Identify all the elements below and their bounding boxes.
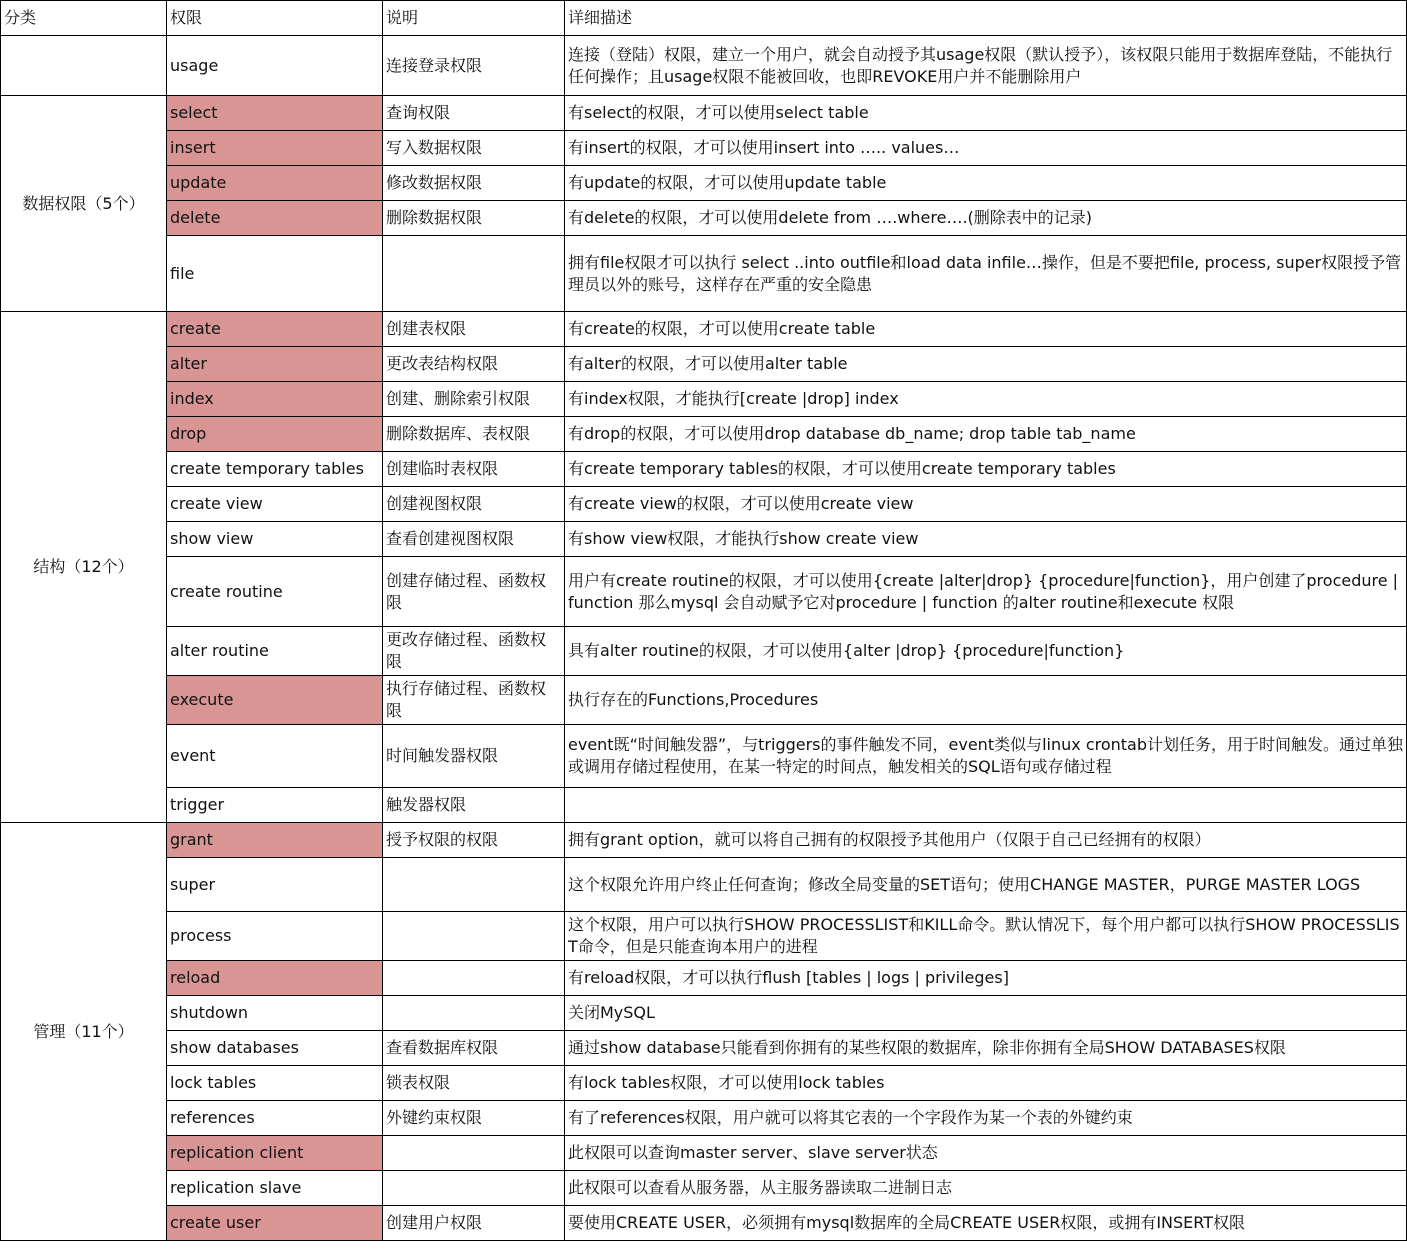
detail-cell: 有create temporary tables的权限，才可以使用create temporary tables (565, 452, 1407, 487)
detail-cell: 通过show database只能看到你拥有的某些权限的数据库，除非你拥有全局SHOW DATABASES权限 (565, 1031, 1407, 1066)
table-row (1, 96, 1407, 131)
detail-cell: 有update的权限，才可以使用update table (565, 166, 1407, 201)
table-row (1, 382, 1407, 417)
detail-cell: 拥有file权限才可以执行 select ..into outfile和load data infile…操作，但是不要把file, process, super权限授予管理员以外的账号，这样存在严重的安全隐患 (565, 236, 1407, 312)
table-row (1, 347, 1407, 382)
detail-cell: 有insert的权限，才可以使用insert into ….. values… (565, 131, 1407, 166)
table-row (1, 557, 1407, 627)
detail-cell: 这个权限，用户可以执行SHOW PROCESSLIST和KILL命令。默认情况下，每个用户都可以执行SHOW PROCESSLIST命令，但是只能查询本用户的进程 (565, 912, 1407, 961)
category-cell (1, 36, 167, 96)
description-cell: 查看数据库权限 (383, 1031, 565, 1066)
privilege-cell: alter (167, 347, 383, 382)
table-row (1, 1066, 1407, 1101)
description-cell: 授予权限的权限 (383, 823, 565, 858)
description-cell: 锁表权限 (383, 1066, 565, 1101)
description-cell: 执行存储过程、函数权限 (383, 676, 565, 725)
privilege-cell: show view (167, 522, 383, 557)
description-cell: 删除数据权限 (383, 201, 565, 236)
description-cell: 时间触发器权限 (383, 725, 565, 788)
table-row (1, 823, 1407, 858)
description-cell: 更改存储过程、函数权限 (383, 627, 565, 676)
detail-cell: 此权限可以查看从服务器，从主服务器读取二进制日志 (565, 1171, 1407, 1206)
privilege-cell: usage (167, 36, 383, 96)
detail-cell: 用户有create routine的权限，才可以使用{create |alter|drop} {procedure|function}，用户创建了procedure | function 那么mysql 会自动赋予它对procedure | function 的alter routine和execute 权限 (565, 557, 1407, 627)
table-row (1, 201, 1407, 236)
description-cell (383, 236, 565, 312)
description-cell (383, 961, 565, 996)
detail-cell: 有drop的权限，才可以使用drop database db_name; drop table tab_name (565, 417, 1407, 452)
description-cell: 创建、删除索引权限 (383, 382, 565, 417)
detail-cell: 有select的权限，才可以使用select table (565, 96, 1407, 131)
detail-cell: 有show view权限，才能执行show create view (565, 522, 1407, 557)
privilege-cell: drop (167, 417, 383, 452)
description-cell (383, 912, 565, 961)
table-row (1, 452, 1407, 487)
privilege-cell: reload (167, 961, 383, 996)
privilege-cell: delete (167, 201, 383, 236)
privilege-cell: create temporary tables (167, 452, 383, 487)
category-cell: 结构（12个） (1, 312, 167, 823)
detail-cell: 有alter的权限，才可以使用alter table (565, 347, 1407, 382)
privilege-cell: create user (167, 1206, 383, 1241)
description-cell (383, 996, 565, 1031)
description-cell: 查看创建视图权限 (383, 522, 565, 557)
table-row (1, 131, 1407, 166)
description-cell: 触发器权限 (383, 788, 565, 823)
description-cell: 创建存储过程、函数权限 (383, 557, 565, 627)
header-detail: 详细描述 (565, 1, 1407, 36)
detail-cell: 执行存在的Functions,Procedures (565, 676, 1407, 725)
privilege-cell: references (167, 1101, 383, 1136)
privilege-cell: replication client (167, 1136, 383, 1171)
privilege-cell: file (167, 236, 383, 312)
detail-cell: 要使用CREATE USER，必须拥有mysql数据库的全局CREATE USER权限，或拥有INSERT权限 (565, 1206, 1407, 1241)
table-row (1, 627, 1407, 676)
table-row (1, 1171, 1407, 1206)
description-cell: 修改数据权限 (383, 166, 565, 201)
detail-cell (565, 788, 1407, 823)
privilege-cell: alter routine (167, 627, 383, 676)
privilege-cell: shutdown (167, 996, 383, 1031)
privilege-cell: select (167, 96, 383, 131)
privilege-cell: grant (167, 823, 383, 858)
category-cell: 管理（11个） (1, 823, 167, 1241)
table-row (1, 166, 1407, 201)
detail-cell: event既“时间触发器”，与triggers的事件触发不同，event类似与linux crontab计划任务，用于时间触发。通过单独或调用存储过程使用，在某一特定的时间点，触发相关的SQL语句或存储过程 (565, 725, 1407, 788)
category-cell: 数据权限（5个） (1, 96, 167, 312)
table-row (1, 417, 1407, 452)
table-row (1, 788, 1407, 823)
header-privilege: 权限 (167, 1, 383, 36)
header-row (1, 1, 1407, 36)
table-row (1, 1136, 1407, 1171)
description-cell: 外键约束权限 (383, 1101, 565, 1136)
header-description: 说明 (383, 1, 565, 36)
description-cell: 创建表权限 (383, 312, 565, 347)
description-cell: 写入数据权限 (383, 131, 565, 166)
table-row (1, 236, 1407, 312)
privilege-cell: insert (167, 131, 383, 166)
detail-cell: 这个权限允许用户终止任何查询；修改全局变量的SET语句；使用CHANGE MASTER，PURGE MASTER LOGS (565, 858, 1407, 912)
table-row (1, 1101, 1407, 1136)
detail-cell: 此权限可以查询master server、slave server状态 (565, 1136, 1407, 1171)
detail-cell: 拥有grant option，就可以将自己拥有的权限授予其他用户（仅限于自己已经拥有的权限） (565, 823, 1407, 858)
table-row (1, 487, 1407, 522)
description-cell: 连接登录权限 (383, 36, 565, 96)
description-cell: 创建临时表权限 (383, 452, 565, 487)
privilege-cell: super (167, 858, 383, 912)
table-row (1, 961, 1407, 996)
detail-cell: 连接（登陆）权限，建立一个用户，就会自动授予其usage权限（默认授予），该权限只能用于数据库登陆，不能执行任何操作；且usage权限不能被回收，也即REVOKE用户并不能删除用户 (565, 36, 1407, 96)
description-cell (383, 858, 565, 912)
privilege-cell: show databases (167, 1031, 383, 1066)
privilege-cell: create (167, 312, 383, 347)
table-row (1, 676, 1407, 725)
table-row (1, 912, 1407, 961)
detail-cell: 有create view的权限，才可以使用create view (565, 487, 1407, 522)
table-row (1, 36, 1407, 96)
detail-cell: 有delete的权限，才可以使用delete from ….where….(删除表中的记录) (565, 201, 1407, 236)
privilege-cell: trigger (167, 788, 383, 823)
privilege-cell: create view (167, 487, 383, 522)
privilege-cell: process (167, 912, 383, 961)
description-cell (383, 1136, 565, 1171)
privilege-cell: index (167, 382, 383, 417)
privilege-cell: update (167, 166, 383, 201)
detail-cell: 有index权限，才能执行[create |drop] index (565, 382, 1407, 417)
table-row (1, 312, 1407, 347)
privilege-cell: execute (167, 676, 383, 725)
description-cell: 查询权限 (383, 96, 565, 131)
description-cell (383, 1171, 565, 1206)
description-cell: 删除数据库、表权限 (383, 417, 565, 452)
detail-cell: 关闭MySQL (565, 996, 1407, 1031)
table-row (1, 1206, 1407, 1241)
detail-cell: 有了references权限，用户就可以将其它表的一个字段作为某一个表的外键约束 (565, 1101, 1407, 1136)
description-cell: 创建视图权限 (383, 487, 565, 522)
detail-cell: 有reload权限，才可以执行flush [tables | logs | privileges] (565, 961, 1407, 996)
privilege-cell: create routine (167, 557, 383, 627)
table-row (1, 858, 1407, 912)
detail-cell: 具有alter routine的权限，才可以使用{alter |drop} {procedure|function} (565, 627, 1407, 676)
table-row (1, 996, 1407, 1031)
privilege-cell: lock tables (167, 1066, 383, 1101)
detail-cell: 有create的权限，才可以使用create table (565, 312, 1407, 347)
header-category: 分类 (1, 1, 167, 36)
table-row (1, 725, 1407, 788)
detail-cell: 有lock tables权限，才可以使用lock tables (565, 1066, 1407, 1101)
description-cell: 创建用户权限 (383, 1206, 565, 1241)
table-row (1, 522, 1407, 557)
table-row (1, 1031, 1407, 1066)
description-cell: 更改表结构权限 (383, 347, 565, 382)
privilege-cell: event (167, 725, 383, 788)
privilege-cell: replication slave (167, 1171, 383, 1206)
